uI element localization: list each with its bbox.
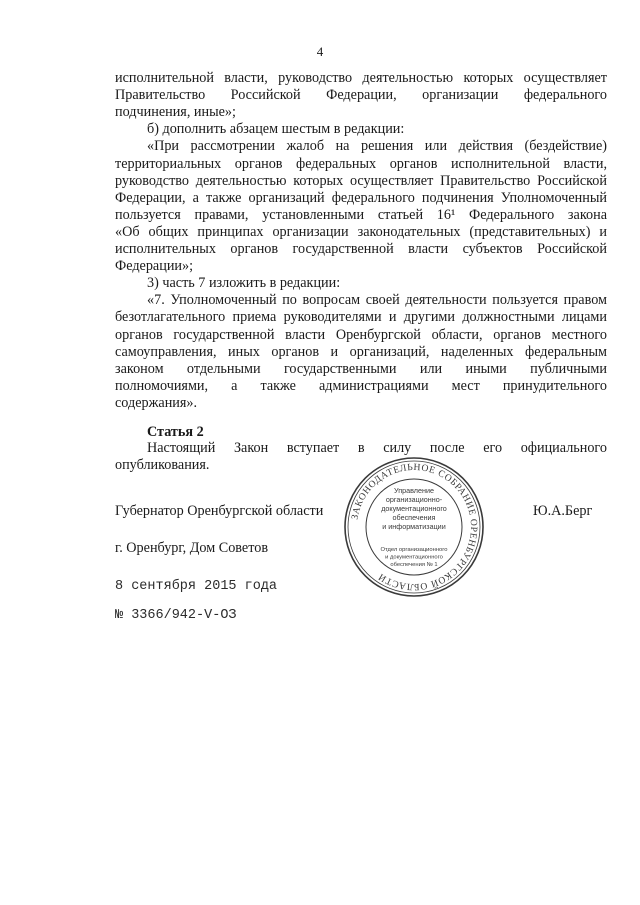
seal-text-line: Отдел организационного bbox=[380, 547, 448, 553]
seal-inner-text bbox=[381, 486, 448, 568]
body-line: Федерации»; bbox=[115, 258, 194, 275]
seal-ring-textpath: ЗАКОНОДАТЕЛЬНОЕ СОБРАНИЕ ОРЕНБУРГСКОЙ ОБЛАСТИ bbox=[349, 461, 480, 593]
law-number: № 3366/942-V-ОЗ bbox=[115, 608, 237, 623]
seal-text-line: обеспечения bbox=[392, 513, 436, 522]
body-line: подчинения, иные»; bbox=[115, 104, 236, 121]
body-line: «Об общих принципах организации законодательных (представительных) и bbox=[115, 223, 607, 240]
seal-text-line: и документационного bbox=[385, 554, 443, 561]
seal-text-line: Управление bbox=[394, 486, 434, 495]
signing-place: г. Оренбург, Дом Советов bbox=[115, 540, 269, 556]
body-line: пользуется правами, установленными статьей 16¹ Федерального закона bbox=[115, 206, 607, 223]
signatory-name: Ю.А.Берг bbox=[533, 503, 593, 519]
body-line: полномочиями, а также администрациями мест принудительного bbox=[115, 377, 607, 394]
article-line: опубликования. bbox=[115, 457, 210, 473]
body-line: руководство деятельностью которых осуществляет Правительство Российской bbox=[115, 172, 607, 189]
body-line: самоуправления, иных органов и организаций, наделенных федеральным bbox=[115, 343, 607, 360]
body-line: территориальных органов федеральных органов исполнительной власти, bbox=[115, 155, 607, 172]
body-line: содержания». bbox=[115, 394, 198, 411]
body-line: законом отдельными государственными или иными публичными bbox=[115, 360, 607, 377]
article-heading: Статья 2 bbox=[147, 424, 204, 440]
body-line: Правительство Российской Федерации, организации федерального bbox=[115, 87, 607, 104]
law-date: 8 сентября 2015 года bbox=[115, 579, 278, 594]
body-line: «При рассмотрении жалоб на решения или действия (бездействие) bbox=[147, 138, 607, 155]
body-line: «7. Уполномоченный по вопросам своей деятельности пользуется правом bbox=[147, 292, 607, 309]
signatory-title: Губернатор Оренбургской области bbox=[115, 503, 324, 519]
body-line: б) дополнить абзацем шестым в редакции: bbox=[147, 121, 405, 138]
body-line: исполнительной власти, руководство деятельностью которых осуществляет bbox=[115, 70, 607, 86]
article-line: Настоящий Закон вступает в силу после его официального bbox=[147, 440, 607, 456]
body-line: безотлагательного приема руководителями и другими должностными лицами bbox=[115, 309, 607, 326]
body-line: 3) часть 7 изложить в редакции: bbox=[147, 275, 341, 292]
seal-text-line: и информатизации bbox=[382, 522, 446, 531]
page-number: 4 bbox=[316, 44, 324, 59]
official-seal-stamp bbox=[342, 455, 486, 599]
seal-text-line: организационно- bbox=[385, 495, 443, 504]
body-line: Федерации, а также организаций федерального подчинения Уполномоченный bbox=[115, 189, 607, 206]
seal-text-line: обеспечения № 1 bbox=[390, 562, 438, 568]
body-line: органов государственной власти Оренбургской области, органов местного bbox=[115, 326, 607, 343]
seal-text-line: документационного bbox=[381, 504, 447, 513]
body-line: исполнительных органов государственной власти субъектов Российской bbox=[115, 241, 607, 257]
